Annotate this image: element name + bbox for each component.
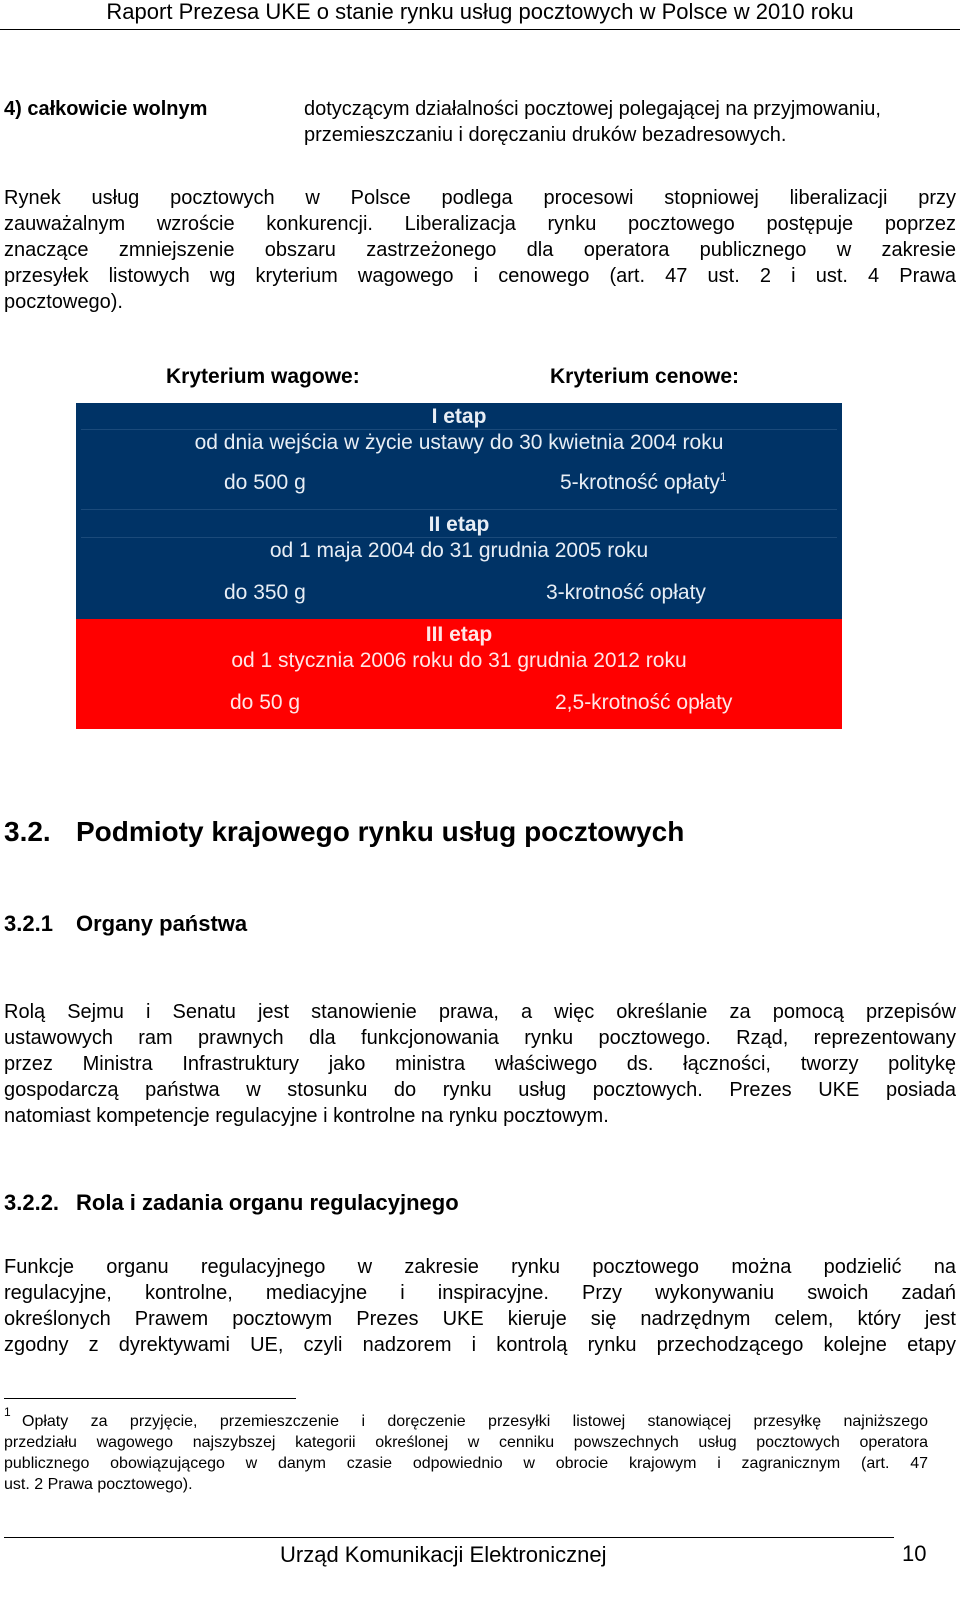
section-title: Organy państwa <box>76 911 248 936</box>
page-header-title: Raport Prezesa UKE o stanie rynku usług pocztowych w Polsce w 2010 roku <box>106 0 854 24</box>
footnote-ref: 1 <box>719 470 727 484</box>
stage-2-period: od 1 maja 2004 do 31 grudnia 2005 roku <box>269 539 649 562</box>
section-3-2-heading <box>4 815 685 849</box>
footer-divider <box>4 1537 894 1538</box>
paragraph-line: zauważalnym wzroście konkurencji. Liberalizacja rynku pocztowego postępuje poprzez <box>4 213 956 235</box>
footnote-line: Opłaty za przyjęcie, przemieszczenie i doręczenie przesyłki listowej stanowiącej przesyłkę najniższego <box>22 1413 928 1430</box>
paragraph-line: określonych Prawem pocztowym Prezes UKE kieruje się nadrzędnym celem, który jest <box>4 1308 956 1330</box>
paragraph-line: pocztowego). <box>4 291 123 313</box>
definition-line-2: przemieszczaniu i doręczaniu druków bezadresowych. <box>304 124 787 146</box>
footnote-line: publicznego obowiązującego w danym czasie odpowiednio w obrocie krajowym i zagranicznym (art. 47 <box>4 1455 928 1472</box>
section-number: 3.2.2. <box>4 1190 60 1215</box>
paragraph-line: Rynek usług pocztowych w Polsce podlega procesowi stopniowej liberalizacji przy <box>4 187 956 209</box>
paragraph-line: znaczące zmniejszenie obszaru zastrzeżonego dla operatora publicznego w zakresie <box>4 239 956 261</box>
stages-table-red <box>76 619 842 729</box>
stage-2-weight: do 350 g <box>224 581 306 604</box>
header-divider <box>0 29 960 30</box>
stage-3-price: 2,5-krotność opłaty <box>555 691 733 714</box>
stage-3-period: od 1 stycznia 2006 roku do 31 grudnia 2012 roku <box>231 649 687 672</box>
stage-1-period: od dnia wejścia w życie ustawy do 30 kwietnia 2004 roku <box>194 431 724 454</box>
definition-line-1: dotyczącym działalności pocztowej polegającej na przyjmowaniu, <box>304 98 881 120</box>
stage-3-weight: do 50 g <box>230 691 301 714</box>
footnote-rule <box>4 1398 296 1399</box>
section-title: Rola i zadania organu regulacyjnego <box>76 1190 459 1215</box>
footnote-line: ust. 2 Prawa pocztowego). <box>4 1476 193 1493</box>
definition-text <box>304 96 954 148</box>
stage-2-title: II etap <box>428 513 490 536</box>
row-divider <box>81 509 837 510</box>
row-divider <box>81 429 837 430</box>
paragraph-line: Funkcje organu regulacyjnego w zakresie rynku pocztowego można podzielić na <box>4 1256 956 1278</box>
row-divider <box>81 537 837 538</box>
stage-1-weight: do 500 g <box>224 471 306 494</box>
paragraph-line: natomiast kompetencje regulacyjne i kontrolne na rynku pocztowym. <box>4 1105 609 1127</box>
paragraph-line: Rolą Sejmu i Senatu jest stanowienie prawa, a więc określanie za pomocą przepisów <box>4 1001 956 1023</box>
stages-table-blue <box>76 403 842 619</box>
definition-label: 4) całkowicie wolnym <box>4 98 208 120</box>
section-number: 3.2. <box>4 816 51 847</box>
paragraph-line: zgodny z dyrektywami UE, czyli nadzorem i kontrolą rynku przechodzącego kolejne etapy <box>4 1334 956 1356</box>
weight-criterion-header: Kryterium wagowe: <box>166 365 360 388</box>
section-number: 3.2.1 <box>4 911 53 936</box>
paragraph-line: przesyłek listowych wg kryterium wagowego i cenowego (art. 47 ust. 2 i ust. 4 Prawa <box>4 265 956 287</box>
stage-1-price-text: 5-krotność opłaty <box>560 471 720 494</box>
section-title: Podmioty krajowego rynku usług pocztowych <box>76 816 685 847</box>
paragraph-line: przez Ministra Infrastruktury jako ministra właściwego ds. łączności, tworzy politykę <box>4 1053 956 1075</box>
stage-3-title: III etap <box>425 623 493 646</box>
section-3-2-1-heading <box>4 910 404 938</box>
section-3-2-2-heading <box>4 1189 604 1217</box>
footer-institution: Urząd Komunikacji Elektronicznej <box>280 1542 607 1567</box>
stage-2-price: 3-krotność opłaty <box>546 581 706 604</box>
stage-1-title: I etap <box>431 405 487 428</box>
footnote-line: przedziału wagowego najszybszej kategorii określonej w cenniku powszechnych usług pocztowych operatora <box>4 1434 928 1451</box>
paragraph-line: gospodarczą państwa w stosunku do rynku usług pocztowych. Prezes UKE posiada <box>4 1079 956 1101</box>
footnote-marker: 1 <box>4 1405 11 1419</box>
stage-1-price <box>560 471 727 495</box>
price-criterion-header: Kryterium cenowe: <box>550 365 740 388</box>
paragraph-line: regulacyjne, kontrolne, mediacyjne i inspiracyjne. Przy wykonywaniu swoich zadań <box>4 1282 956 1304</box>
page-number: 10 <box>902 1541 927 1566</box>
paragraph-line: ustawowych ram prawnych dla funkcjonowania rynku pocztowego. Rząd, reprezentowany <box>4 1027 956 1049</box>
